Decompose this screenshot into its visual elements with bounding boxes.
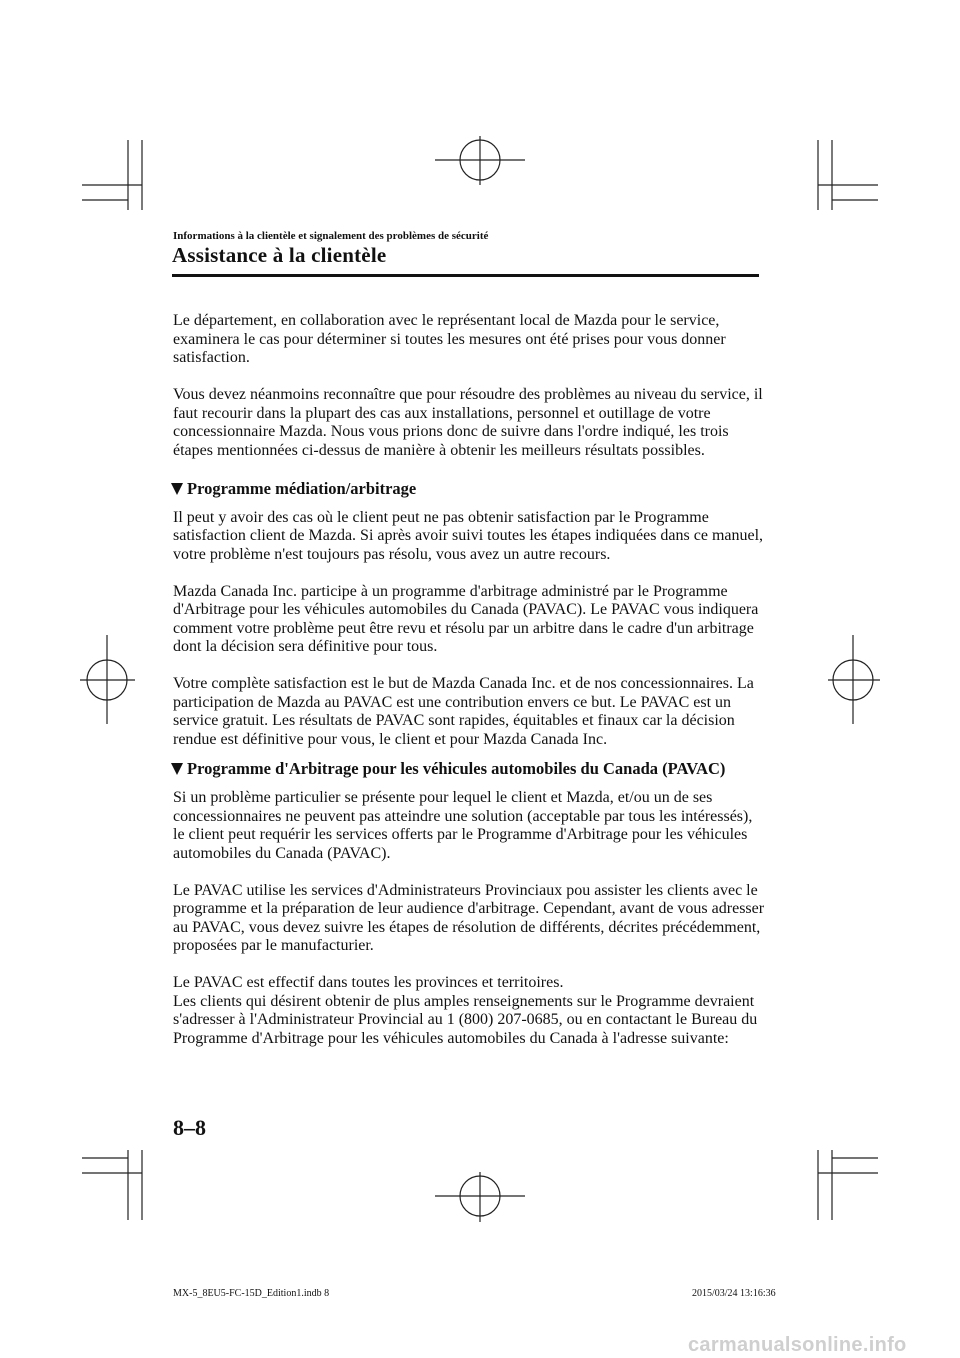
section-heading [171, 479, 765, 499]
paragraph: Le PAVAC utilise les services d'Administrateurs Provinciaux pou assister les clients avec le programme et la préparation de leur audience d'arbitrage. Cependant, avant de vous adresser au PAVAC, vous devez suivre les étapes de résolution de différents, décrites précédemment, proposées par le manufacturier. [173, 881, 765, 954]
paragraph: Mazda Canada Inc. participe à un programme d'arbitrage administré par le Programme d'Arbitrage pour les véhicules automobiles du Canada (PAVAC). Le PAVAC vous indiquera comment votre problème peut être revu et résolu par un arbitre dans le cadre d'un arbitrage dont la décision sera définitive pour tous. [173, 582, 759, 655]
section-label: Informations à la clientèle et signalement des problèmes de sécurité [173, 230, 489, 242]
footer-filename: MX-5_8EU5-FC-15D_Edition1.indb 8 [173, 1288, 330, 1299]
section-heading-text: Programme médiation/arbitrage [187, 478, 417, 498]
footer-timestamp: 2015/03/24 13:16:36 [692, 1288, 776, 1299]
paragraph: Le PAVAC est effectif dans toutes les provinces et territoires. [173, 974, 564, 991]
triangle-down-icon [171, 763, 183, 775]
paragraph: Il peut y avoir des cas où le client peut ne pas obtenir satisfaction par le Programme satisfaction client de Mazda. Si après avoir suivi toutes les étapes indiquées dans ce manuel, votre problème n'est toujours pas résolu, vous avez un autre recours. [173, 508, 764, 563]
paragraph: Si un problème particulier se présente pour lequel le client et Mazda, et/ou un de ses concessionnaires ne peuvent pas atteindre une solution (acceptable par tous les intéressés), le client peut requérir les services offerts par le Programme d'Arbitrage pour les véhicules automobiles du Canada (PAVAC). [173, 789, 753, 862]
paragraph: Le département, en collaboration avec le représentant local de Mazda pour le service, examinera le cas pour déterminer si toutes les mesures ont été prises pour vous donner satisfaction. [173, 312, 726, 366]
paragraph: Les clients qui désirent obtenir de plus amples renseignements sur le Programme devraient s'adresser à l'Administrateur Provincial au 1 (800) 207-0685, ou en contactant le Bureau du Programme d'Arbitrage pour les véhicules automobiles du Canada à l'adresse suivante: [173, 992, 758, 1047]
section-heading-text: Programme d'Arbitrage pour les véhicules automobiles du Canada (PAVAC) [187, 759, 726, 778]
paragraph: Vous devez néanmoins reconnaître que pour résoudre des problèmes au niveau du service, il faut recourir dans la plupart des cas aux installations, personnel et outillage de votre concessionnaire Mazda. Nous vous prions donc de suivre dans l'ordre indiqué, les trois étapes mentionnées ci-dessus de manière à obtenir les meilleurs résultats possibles. [173, 386, 763, 459]
page-number: 8–8 [173, 1115, 206, 1140]
section-heading [171, 759, 765, 779]
page-title: Assistance à la clientèle [172, 243, 387, 267]
paragraph: Votre complète satisfaction est le but de Mazda Canada Inc. et de nos concessionnaires. La participation de Mazda au PAVAC est une contribution envers ce but. Le PAVAC est un service gratuit. Les résultats de PAVAC sont rapides, équitables et finaux car la décision rendue est définitive pour vous, le client et pour Mazda Canada Inc. [173, 675, 754, 748]
triangle-down-icon [171, 483, 183, 495]
title-rule [172, 274, 759, 277]
page-content [173, 312, 765, 1067]
watermark: carmanualsonline.info [688, 1334, 907, 1356]
